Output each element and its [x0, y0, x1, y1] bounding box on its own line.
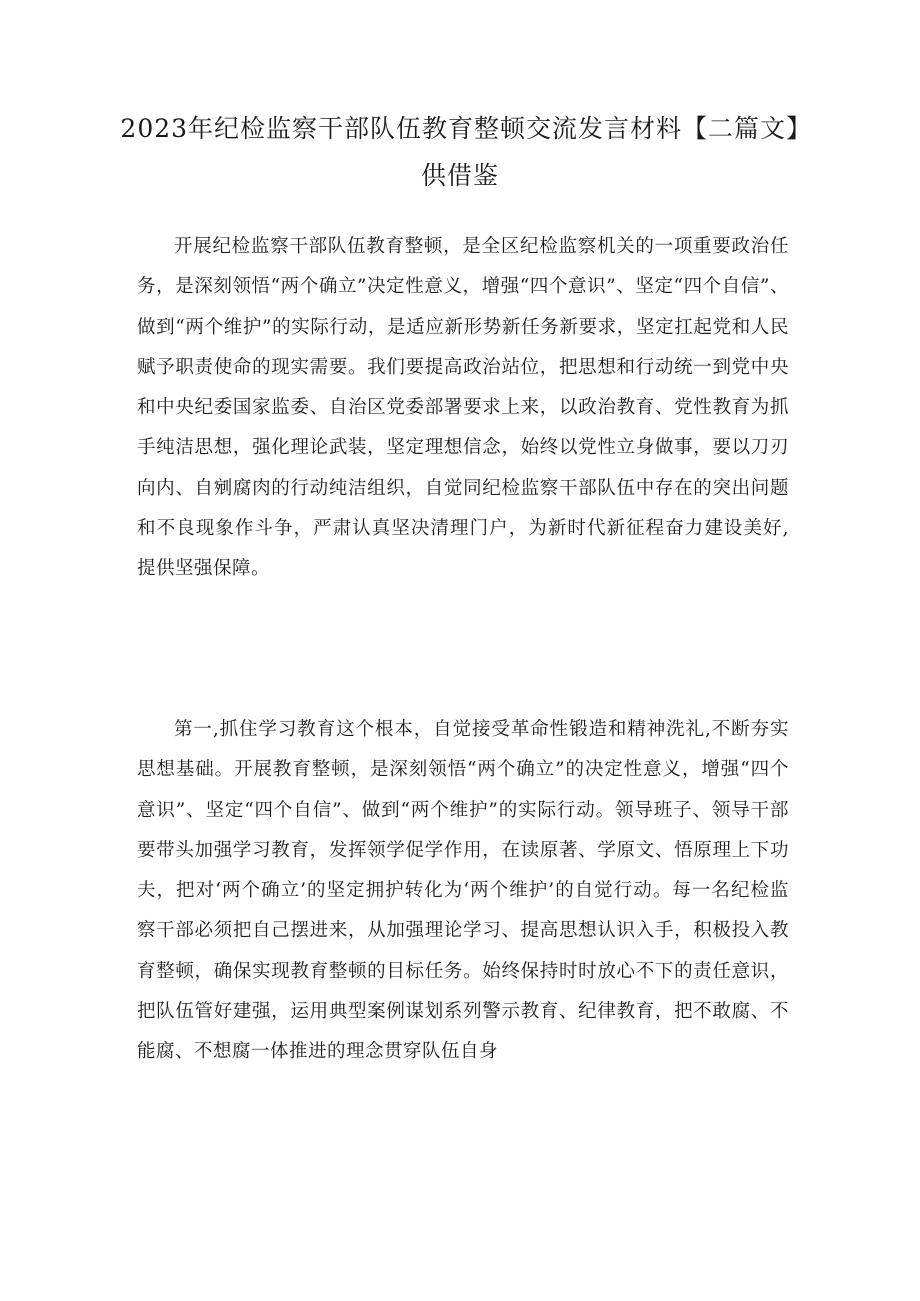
body-paragraph-2: 第一,抓住学习教育这个根本，自觉接受革命性锻造和精神洗礼,不断夯实思想基础。开展教育整顿，是深刻领悟“两个确立”的决定性意义，增强“四个意识”、坚定“四个自信”、做到“两个维护”的实际行动。领导班子、领导干部要带头加强学习教育，发挥领学促学作用，在读原著、学原文、悟原理上下功夫，把对‘两个确立’的坚定拥护转化为‘两个维护’的自觉行动。每一名纪检监察干部必须把自己摆进来，从加强理论学习、提高思想认识入手，积极投入教育整顿，确保实现教育整顿的目标任务。始终保持时时放心不下的责任意识，把队伍管好建强，运用典型案例谋划系列警示教育、纪律教育，把不敢腐、不能腐、不想腐一体推进的理念贯穿队伍自身 [137, 719, 789, 1063]
document-title: 2023年纪检监察干部队伍教育整顿交流发言材料【二篇文】供借鉴 [120, 114, 800, 190]
body-paragraph-1: 开展纪检监察干部队伍教育整顿，是全区纪检监察机关的一项重要政治任务，是深刻领悟“两个确立”决定性意义，增强“四个意识”、坚定“四个自信”、做到“两个维护”的实际行动，是适应新形势新任务新要求，坚定扛起党和人民赋予职责使命的现实需要。我们要提高政治站位，把思想和行动统一到党中央和中央纪委国家监委、自治区党委部署要求上来，以政治教育、党性教育为抓手纯洁思想，强化理论武装，坚定理想信念，始终以党性立身做事，要以刀刃向内、自剜腐肉的行动纯洁组织，自觉同纪检监察干部队伍中存在的突出问题和不良现象作斗争，严肃认真坚决清理门户，为新时代新征程奋力建设美好,提供坚强保障。 [137, 236, 789, 580]
